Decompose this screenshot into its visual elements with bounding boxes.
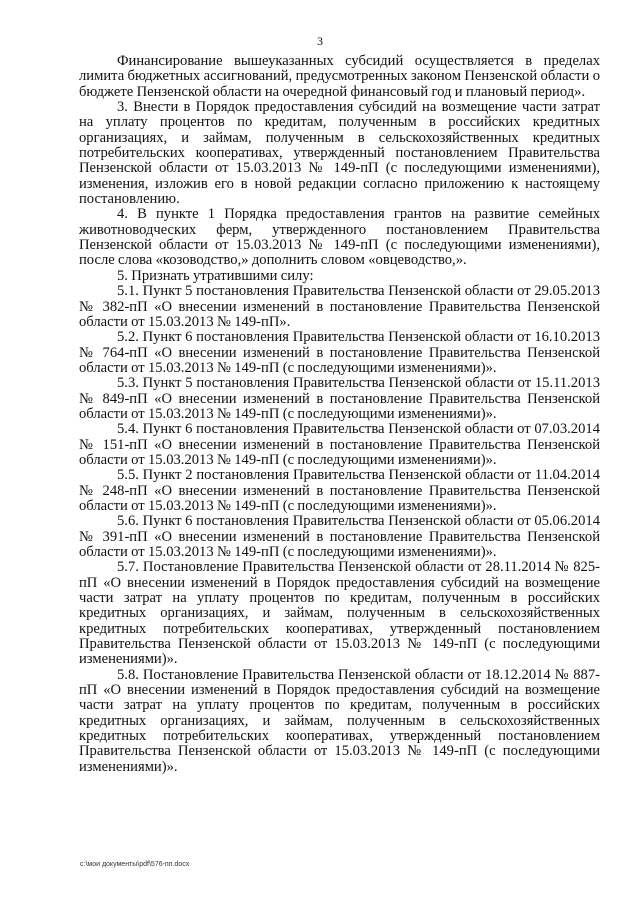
paragraph-item-3: 3. Внести в Порядок предоставления субсидий на возмещение части затрат на уплату процентов по кредитам, полученным в российских кредитных организациях, и займам, полученным в сельскохозяйственных кредитных потребительских кооперативах, утвержденный постановлением Правительства Пензенской области от 15.03.2013 № 149-пП (с последующими изменениями), изменения, изложив его в новой редакции согласно приложению к настоящему постановлению. <box>79 99 600 208</box>
footer-file-path: c:\мои документы\pdf\576-пп.docx <box>80 861 190 868</box>
paragraph-item-5-3: 5.3. Пункт 5 постановления Правительства Пензенской области от 15.11.2013 № 849-пП «О внесении изменений в постановление Правительства Пензенской области от 15.03.2013 № 149-пП (с последующими изменениями)». <box>79 375 600 422</box>
paragraph-item-5-5: 5.5. Пункт 2 постановления Правительства Пензенской области от 11.04.2014 № 248-пП «О внесении изменений в постановление Правительства Пензенской области от 15.03.2013 № 149-пП (с последующими изменениями)». <box>79 467 600 514</box>
paragraph-item-5-1: 5.1. Пункт 5 постановления Правительства Пензенской области от 29.05.2013 № 382-пП «О внесении изменений в постановление Правительства Пензенской области от 15.03.2013 № 149-пП». <box>79 283 600 330</box>
paragraph-item-4: 4. В пункте 1 Порядка предоставления грантов на развитие семейных животноводческих ферм, утвержденного постановлением Правительства Пензенской области от 15.03.2013 № 149-пП (с последующими изменениями), после слова «козоводство,» дополнить словом «овцеводство,». <box>79 206 600 269</box>
paragraph-funding: Финансирование вышеуказанных субсидий осуществляется в пределах лимита бюджетных ассигнований, предусмотренных законом Пензенской области о бюджете Пензенской области на очередной финансовый год и плановый период». <box>79 53 600 100</box>
paragraph-item-5-6: 5.6. Пункт 6 постановления Правительства Пензенской области от 05.06.2014 № 391-пП «О внесении изменений в постановление Правительства Пензенской области от 15.03.2013 № 149-пП (с последующими изменениями)». <box>79 513 600 560</box>
paragraph-item-5: 5. Признать утратившими силу: <box>117 267 314 284</box>
page-number: 3 <box>317 34 323 48</box>
paragraph-item-5-8: 5.8. Постановление Правительства Пензенской области от 18.12.2014 № 887-пП «О внесении изменений в Порядок предоставления субсидий на возмещение части затрат на уплату процентов по кредитам, полученным в российских кредитных организациях, и займам, полученным в сельскохозяйственных кредитных потребительских кооперативах, утвержденный постановлением Правительства Пензенской области от 15.03.2013 № 149-пП (с последующими изменениями)». <box>79 666 600 775</box>
paragraph-item-5-2: 5.2. Пункт 6 постановления Правительства Пензенской области от 16.10.2013 № 764-пП «О внесении изменений в постановление Правительства Пензенской области от 15.03.2013 № 149-пП (с последующими изменениями)». <box>79 329 600 376</box>
document-body <box>79 54 600 775</box>
paragraph-item-5-4: 5.4. Пункт 6 постановления Правительства Пензенской области от 07.03.2014 № 151-пП «О внесении изменений в постановление Правительства Пензенской области от 15.03.2013 № 149-пП (с последующими изменениями)». <box>79 421 600 468</box>
paragraph-item-5-7: 5.7. Постановление Правительства Пензенской области от 28.11.2014 № 825-пП «О внесении изменений в Порядок предоставления субсидий на возмещение части затрат на уплату процентов по кредитам, полученным в российских кредитных организациях, и займам, полученным в сельскохозяйственных кредитных потребительских кооперативах, утвержденный постановлением Правительства Пензенской области от 15.03.2013 № 149-пП (с последующими изменениями)». <box>79 559 600 668</box>
